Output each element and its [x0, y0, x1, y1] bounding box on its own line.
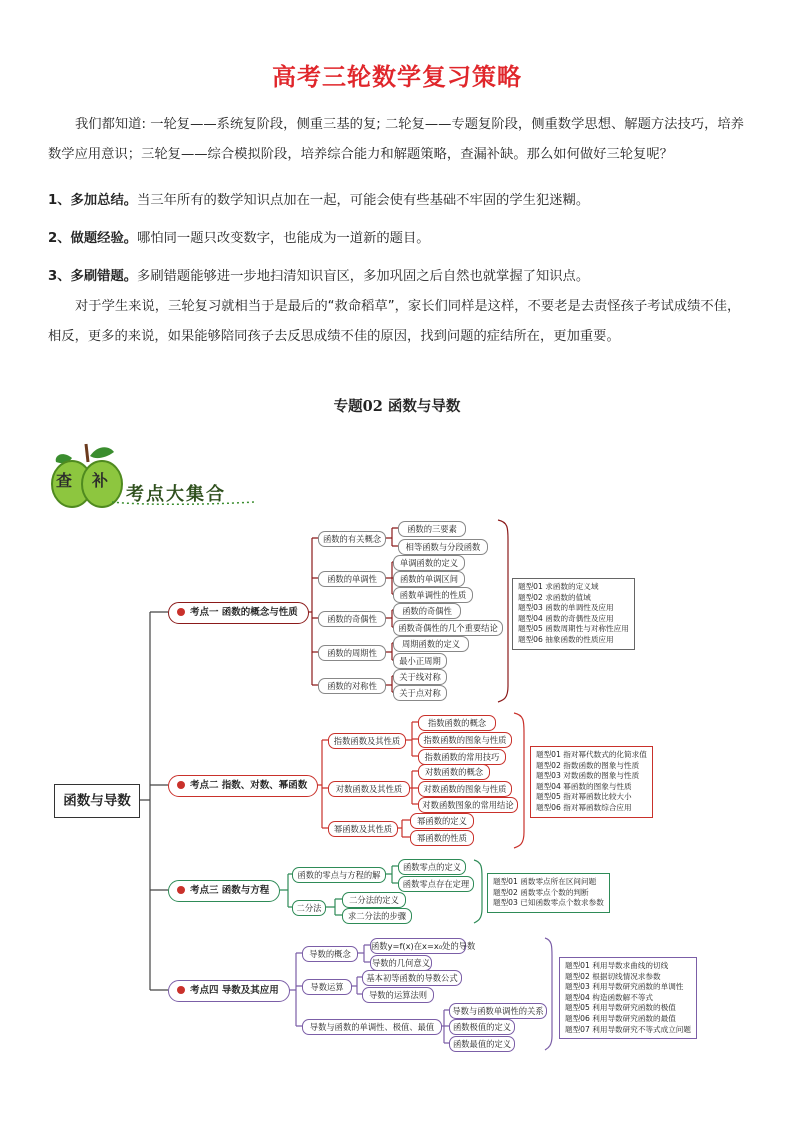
k1-leaf: 函数的奇偶性: [393, 603, 461, 619]
question-type: 题型01 求函数的定义域: [518, 582, 599, 591]
k1-node: [168, 602, 309, 624]
question-type: 题型03 函数的单调性及应用: [518, 603, 614, 613]
k2-leaf: 对数函数的图象与性质: [418, 781, 512, 797]
question-type: 题型02 函数零点个数的判断: [493, 887, 589, 897]
k2-leaf: 指数函数的概念: [418, 715, 496, 731]
k1-branch-5: 函数的对称性: [318, 678, 386, 694]
k3-question-types: [487, 873, 610, 913]
k4-leaf: 基本初等函数的导数公式: [362, 970, 462, 986]
question-type: 题型03 利用导数研究函数的单调性: [565, 982, 684, 992]
k4-leaf: 函数最值的定义: [449, 1036, 515, 1052]
question-type: 题型02 根据切线情况求参数: [565, 971, 661, 981]
k2-branch-1: 指数函数及其性质: [328, 733, 406, 749]
intro-paragraph: 我们都知道: 一轮复——系统复阶段，侧重三基的复; 二轮复——专题复阶段，侧重数学思想、解题方法技巧，培养数学应用意识；三轮复——综合模拟阶段，培养综合能力和解题策略，查漏补缺。那么如何做好三轮复呢？: [48, 117, 744, 162]
k3-branch-1: 函数的零点与方程的解: [292, 867, 386, 883]
k1-branch-3: 函数的奇偶性: [318, 611, 386, 627]
question-type: 题型01 指对幂代数式的化简求值: [536, 750, 647, 759]
k4-leaf: 导数与函数单调性的关系: [449, 1003, 547, 1019]
k2-branch-3: 幂函数及其性质: [328, 821, 398, 837]
k2-bullet-icon: [177, 781, 185, 789]
page-title: 高考三轮数学复习策略: [272, 63, 522, 91]
k3-leaf: 二分法的定义: [342, 892, 406, 908]
k1-leaf: 函数的三要素: [398, 521, 466, 537]
question-type: 题型06 利用导数研究函数的最值: [565, 1013, 676, 1023]
k1-leaf: 关于线对称: [393, 669, 447, 685]
k4-question-types: [559, 957, 697, 1039]
question-type: 题型04 幂函数的图象与性质: [536, 781, 632, 791]
k1-bullet-icon: [177, 608, 185, 616]
question-type: 题型06 抽象函数的性质应用: [518, 634, 614, 644]
tip-3-label: 3、多刷错题。: [48, 269, 138, 284]
k4-leaf: 导数的运算法则: [362, 987, 434, 1003]
tip-1-label: 1、多加总结。: [48, 193, 138, 208]
k1-leaf: 单调函数的定义: [393, 555, 465, 571]
closing-paragraph: 对于学生来说，三轮复习就相当于是最后的“救命稻草”，家长们同样是这样，不要老是去责怪孩子考试成绩不佳，相反，更多的来说，如果能够陪同孩子去反思成绩不佳的原因，找到问题的症结所在，更加重要。: [48, 299, 741, 344]
k4-label: 考点四 导数及其应用: [190, 985, 279, 996]
k2-label: 考点二 指数、对数、幂函数: [190, 780, 308, 791]
k2-leaf: 幂函数的性质: [410, 830, 474, 846]
k1-branch-4: 函数的周期性: [318, 645, 386, 661]
question-type: 题型06 指对幂函数综合应用: [536, 802, 632, 812]
k4-bullet-icon: [177, 986, 185, 994]
k4-leaf: 函数y=f(x)在x=x₀处的导数: [370, 938, 466, 954]
k4-leaf: 导数的几何意义: [370, 955, 432, 971]
k1-leaf: 相等函数与分段函数: [398, 539, 488, 555]
k1-question-types: [512, 578, 635, 650]
k4-branch-2: 导数运算: [302, 979, 352, 995]
question-type: 题型03 已知函数零点个数求参数: [493, 898, 604, 908]
badge-right-char: 补: [92, 471, 109, 490]
k1-branch-1: 函数的有关概念: [318, 531, 386, 547]
k3-label: 考点三 函数与方程: [190, 885, 270, 896]
k3-branch-2: 二分法: [292, 900, 326, 916]
question-type: 题型04 函数的奇偶性及应用: [518, 613, 614, 623]
k3-bullet-icon: [177, 886, 185, 894]
k2-node: [168, 775, 318, 797]
question-type: 题型05 利用导数研究函数的极值: [565, 1003, 676, 1013]
k2-leaf: 幂函数的定义: [410, 813, 474, 829]
k4-leaf: 函数极值的定义: [449, 1019, 515, 1035]
k3-leaf: 函数零点存在定理: [398, 876, 474, 892]
badge-title: 考点大集合: [126, 484, 226, 505]
k2-leaf: 指数函数的图象与性质: [418, 732, 512, 748]
k1-branch-2: 函数的单调性: [318, 571, 386, 587]
k1-leaf: 函数的单调区间: [393, 571, 465, 587]
tip-3-text: 多刷错题能够进一步地扫清知识盲区，多加巩固之后自然也就掌握了知识点。: [137, 269, 590, 284]
tip-2-text: 哪怕同一题只改变数字，也能成为一道新的题目。: [137, 231, 430, 246]
k3-leaf: 求二分法的步骤: [342, 908, 412, 924]
question-type: 题型02 指数函数的图象与性质: [536, 760, 640, 770]
question-type: 题型05 函数周期性与对称性应用: [518, 624, 629, 634]
k4-node: [168, 980, 290, 1002]
tip-2-label: 2、做题经验。: [48, 231, 138, 246]
question-type: 题型07 利用导数研究不等式成立问题: [565, 1024, 691, 1034]
k2-branch-2: 对数函数及其性质: [328, 781, 410, 797]
k1-leaf: 函数奇偶性的几个重要结论: [393, 620, 503, 636]
k1-leaf: 函数单调性的性质: [393, 587, 473, 603]
k3-node: [168, 880, 280, 902]
question-type: 题型02 求函数的值域: [518, 592, 591, 602]
badge-left-char: 查: [56, 471, 73, 490]
question-type: 题型04 构造函数解不等式: [565, 992, 654, 1002]
topic-subtitle: 专题02 函数与导数: [333, 398, 461, 415]
question-type: 题型03 对数函数的图象与性质: [536, 771, 640, 781]
k1-leaf: 关于点对称: [393, 685, 447, 701]
tip-1-text: 当三年所有的数学知识点加在一起，可能会使有些基础不牢固的学生犯迷糊。: [137, 193, 590, 208]
k1-leaf: 周期函数的定义: [393, 636, 469, 652]
k1-label: 考点一 函数的概念与性质: [190, 607, 298, 618]
mindmap-root: 函数与导数: [54, 784, 140, 818]
k2-leaf: 指数函数的常用技巧: [418, 749, 506, 765]
question-type: 题型01 函数零点所在区间问题: [493, 877, 597, 886]
k1-leaf: 最小正周期: [393, 653, 447, 669]
k3-leaf: 函数零点的定义: [398, 859, 466, 875]
question-type: 题型05 指对幂函数比较大小: [536, 792, 632, 802]
k2-question-types: [530, 746, 653, 818]
k2-leaf: 对数函数的概念: [418, 764, 490, 780]
question-type: 题型01 利用导数求曲线的切线: [565, 961, 669, 970]
k4-branch-1: 导数的概念: [302, 946, 358, 962]
k2-leaf: 对数函数图象的常用结论: [418, 797, 518, 813]
k4-branch-3: 导数与函数的单调性、极值、最值: [302, 1019, 442, 1035]
